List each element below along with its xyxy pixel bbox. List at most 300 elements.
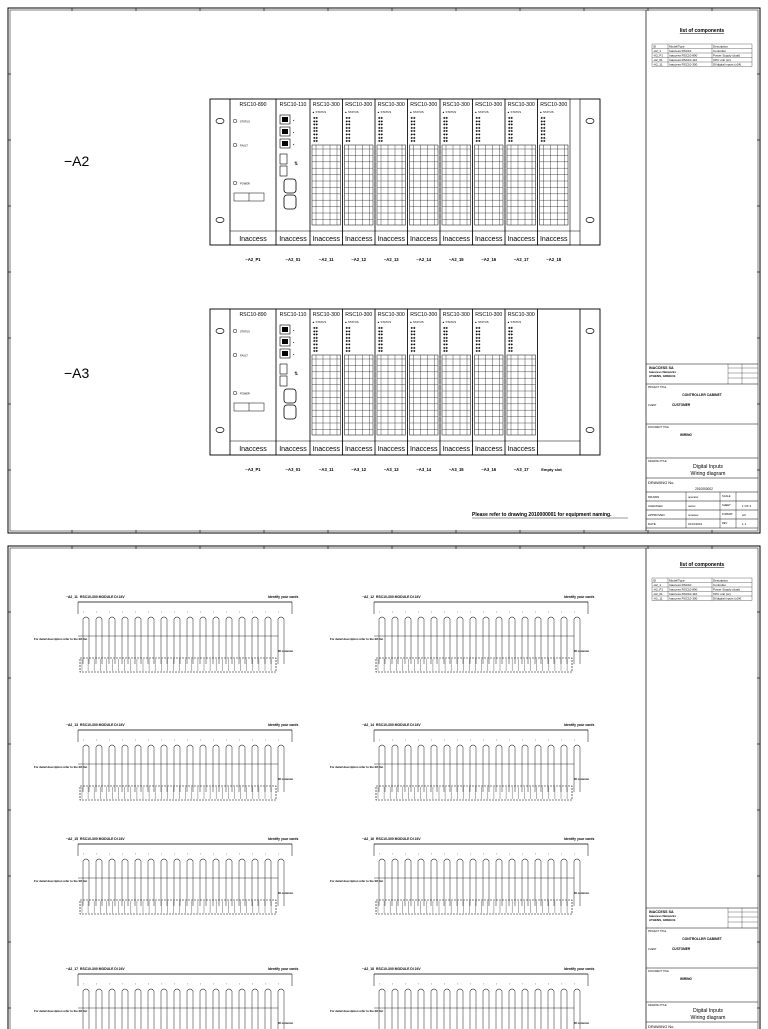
client-name: CUSTOMER: [672, 403, 691, 407]
svg-text:↑: ↑: [431, 982, 433, 986]
card-title: RSC10-300 MODULE DI 24V: [376, 595, 421, 599]
card-note: Identify your cards: [268, 967, 299, 971]
module-name: RSC10-300: [410, 312, 438, 318]
drawing-reference-note: Please refer to drawing 2010000001 for equipment naming.: [472, 512, 612, 518]
svg-text:↑: ↑: [574, 738, 576, 742]
svg-text:↑: ↑: [535, 610, 537, 614]
svg-text:▲ STATUS: ▲ STATUS: [507, 320, 522, 324]
company-line2: Inaccess Networks: [649, 370, 677, 374]
svg-text:▲ STATUS: ▲ STATUS: [474, 320, 489, 324]
empty-slot-tag: Empty slot: [541, 467, 562, 472]
project-title: CONTROLLER CABINET: [682, 393, 722, 397]
bom-cell: ID: [653, 578, 656, 583]
svg-text:↑: ↑: [148, 852, 150, 856]
svg-text:↑: ↑: [444, 610, 446, 614]
svg-text:✱✱: ✱✱: [410, 135, 416, 140]
svg-text:✱✱: ✱✱: [540, 119, 546, 124]
svg-text:↑: ↑: [574, 982, 576, 986]
svg-text:↑: ↑: [522, 982, 524, 986]
svg-text:✱✱: ✱✱: [508, 349, 514, 354]
svg-text:✱✱: ✱✱: [508, 345, 514, 350]
card-note: Identify your cards: [564, 967, 595, 971]
brand-label: Inaccess: [474, 446, 503, 453]
project-title-label: PROJECT TITLE: [648, 930, 667, 933]
document-title-label: DOCUMENT TITLE: [648, 426, 669, 429]
svg-text:↑: ↑: [548, 852, 550, 856]
svg-text:↑: ↑: [522, 610, 524, 614]
svg-text:↑: ↑: [418, 610, 420, 614]
svg-text:↑: ↑: [161, 738, 163, 742]
svg-text:↑: ↑: [431, 610, 433, 614]
bom-cell: Inaccess RSC10: [669, 49, 692, 54]
svg-text:✱✱: ✱✱: [313, 329, 319, 334]
bom-cell: Inaccess RSC10-300: [669, 596, 698, 601]
svg-text:↑: ↑: [213, 852, 215, 856]
io-list-note: For detail description refer to the I/O list: [34, 765, 88, 769]
svg-text:↑: ↑: [200, 738, 202, 742]
svg-text:↑: ↑: [122, 852, 124, 856]
svg-text:↑: ↑: [457, 738, 459, 742]
brand-label: Inaccess: [344, 446, 373, 453]
drawing-title-line2: Wiring diagram: [690, 471, 726, 477]
brand-label: Inaccess: [442, 236, 471, 243]
svg-text:✱✱: ✱✱: [508, 116, 514, 120]
svg-text:✱✱: ✱✱: [540, 139, 546, 144]
io-list-note: For detail description refer to the I/O list: [34, 879, 88, 883]
svg-text:✱✱: ✱✱: [443, 135, 449, 140]
svg-text:↑: ↑: [213, 738, 215, 742]
svg-text:✱✱: ✱✱: [540, 129, 546, 134]
svg-text:↑: ↑: [200, 852, 202, 856]
svg-text:✱✱: ✱✱: [378, 345, 384, 350]
brand-label: Inaccess: [279, 236, 307, 243]
svg-text:✱✱: ✱✱: [443, 122, 449, 127]
module-tag: −A2_13: [383, 257, 399, 262]
svg-text:✱✱: ✱✱: [475, 326, 481, 330]
svg-text:↑: ↑: [392, 982, 394, 986]
module-tag: −A3_P1: [245, 467, 261, 472]
svg-text:✱✱: ✱✱: [378, 349, 384, 354]
common-note: DI common: [278, 649, 294, 653]
svg-text:↑: ↑: [431, 852, 433, 856]
module-name: RSC10-300: [475, 312, 503, 318]
svg-text:↑: ↑: [561, 610, 563, 614]
terminal-card: [34, 595, 298, 672]
svg-text:✱✱: ✱✱: [345, 332, 351, 337]
bom-cell: CPU unit (cc): [713, 58, 731, 63]
tb-row-extra: A3: [742, 513, 746, 517]
svg-text:↑: ↑: [187, 852, 189, 856]
svg-text:✱✱: ✱✱: [410, 332, 416, 337]
svg-text:↑: ↑: [496, 610, 498, 614]
tb-row-value: owner: [688, 504, 696, 508]
bom-cell: CPU unit (cc): [713, 592, 731, 597]
svg-text:✱✱: ✱✱: [410, 339, 416, 344]
tb-row-label: APPROVED: [648, 513, 665, 517]
module-name: RSC10-300: [377, 102, 405, 108]
terminal-card: [34, 967, 298, 1029]
tb-row-extra: 1 OF 3: [742, 504, 752, 508]
svg-text:✱✱: ✱✱: [508, 326, 514, 330]
card-tag: −A2_12: [362, 595, 374, 599]
svg-text:↑: ↑: [405, 852, 407, 856]
svg-text:↑: ↑: [509, 982, 511, 986]
bom-cell: Power Supply (dual): [713, 53, 741, 58]
svg-text:✱✱: ✱✱: [508, 339, 514, 344]
bom-cell: DI/digital inputs (x24): [713, 596, 742, 601]
module-name: RSC10-300: [442, 312, 470, 318]
card-tag: −A2_14: [362, 723, 374, 727]
module-tag: −A2_01: [285, 257, 301, 262]
svg-text:↑: ↑: [561, 852, 563, 856]
module-tag: −A3_17: [513, 467, 529, 472]
bom-cell: Inaccess RSC10-110: [669, 592, 698, 597]
svg-text:↑: ↑: [109, 738, 111, 742]
svg-text:✱✱: ✱✱: [378, 119, 384, 124]
svg-text:↑: ↑: [278, 610, 280, 614]
bom-cell: Model/Type: [669, 44, 685, 49]
svg-text:↑: ↑: [574, 610, 576, 614]
svg-text:↑: ↑: [509, 852, 511, 856]
client-label: CLIENT: [648, 404, 657, 407]
tb-row-value: reviewer: [688, 513, 699, 517]
svg-text:↑: ↑: [161, 982, 163, 986]
bom-cell: Inaccess RSC10: [669, 583, 692, 588]
psu-led-label: FAULT: [240, 144, 248, 148]
svg-text:↑: ↑: [200, 982, 202, 986]
common-note: DI common: [574, 777, 590, 781]
bom-cell: Inaccess RSC10-890: [669, 587, 698, 592]
svg-text:↑: ↑: [278, 738, 280, 742]
brand-label: Inaccess: [409, 446, 438, 453]
terminal-card: [330, 595, 594, 672]
tb-row-key: REV: [722, 522, 728, 525]
svg-text:✱✱: ✱✱: [508, 132, 514, 137]
svg-text:✱✱: ✱✱: [313, 139, 319, 144]
svg-text:✱✱: ✱✱: [378, 326, 384, 330]
svg-text:●: ●: [293, 353, 295, 356]
svg-text:✱✱: ✱✱: [410, 129, 416, 134]
tb-row-key: FORMAT: [722, 513, 733, 516]
rack-a2: [210, 99, 600, 262]
svg-text:✱✱: ✱✱: [410, 335, 416, 340]
svg-text:↑: ↑: [483, 610, 485, 614]
svg-text:↑: ↑: [122, 738, 124, 742]
svg-text:↑: ↑: [226, 982, 228, 986]
svg-text:✱✱: ✱✱: [345, 335, 351, 340]
brand-label: Inaccess: [312, 236, 341, 243]
bom-cell: -A2_01: [653, 592, 663, 597]
common-note: DI common: [574, 891, 590, 895]
svg-text:↑: ↑: [379, 738, 381, 742]
bom-cell: Description: [713, 44, 729, 49]
svg-text:↑: ↑: [457, 610, 459, 614]
svg-text:✱✱: ✱✱: [313, 332, 319, 337]
svg-text:✱✱: ✱✱: [313, 125, 319, 130]
svg-text:↑: ↑: [200, 610, 202, 614]
svg-text:↑: ↑: [265, 852, 267, 856]
svg-text:↑: ↑: [135, 738, 137, 742]
svg-text:✱✱: ✱✱: [345, 132, 351, 137]
svg-text:↑: ↑: [83, 982, 85, 986]
svg-text:↑: ↑: [135, 610, 137, 614]
module-tag: −A3_12: [351, 467, 367, 472]
brand-label: Inaccess: [539, 236, 568, 243]
drawing-number-label: DRAWING No.: [648, 480, 675, 485]
svg-text:↑: ↑: [174, 852, 176, 856]
card-note: Identify your cards: [564, 595, 595, 599]
svg-text:✱✱: ✱✱: [378, 125, 384, 130]
svg-text:✱✱: ✱✱: [508, 129, 514, 134]
brand-label: Inaccess: [344, 236, 373, 243]
svg-text:✱✱: ✱✱: [508, 135, 514, 140]
svg-text:↑: ↑: [535, 852, 537, 856]
svg-text:✱✱: ✱✱: [443, 345, 449, 350]
svg-text:✱✱: ✱✱: [410, 326, 416, 330]
svg-text:✱✱: ✱✱: [313, 349, 319, 354]
module-name: RSC10-300: [442, 102, 470, 108]
svg-text:↑: ↑: [109, 610, 111, 614]
svg-text:✱✱: ✱✱: [410, 139, 416, 144]
svg-text:↑: ↑: [405, 610, 407, 614]
svg-text:✱✱: ✱✱: [378, 132, 384, 137]
svg-text:▲ STATUS: ▲ STATUS: [409, 110, 424, 114]
rack-a2-label: −A2: [64, 153, 90, 169]
svg-text:✱✱: ✱✱: [475, 329, 481, 334]
rack-a3: [210, 309, 600, 472]
svg-text:↑: ↑: [444, 982, 446, 986]
svg-text:●: ●: [293, 119, 295, 122]
svg-text:▲ STATUS: ▲ STATUS: [377, 110, 392, 114]
svg-text:✱✱: ✱✱: [443, 129, 449, 134]
svg-text:✱✱: ✱✱: [345, 116, 351, 120]
svg-text:↑: ↑: [548, 982, 550, 986]
common-note: DI common: [574, 649, 590, 653]
svg-text:↑: ↑: [109, 852, 111, 856]
psu-led-label: FAULT: [240, 354, 248, 358]
bom-cell: DI/digital inputs (x24): [713, 62, 742, 67]
svg-text:↑: ↑: [174, 982, 176, 986]
brand-label: Inaccess: [409, 236, 438, 243]
svg-text:↑: ↑: [470, 852, 472, 856]
bom-cell: Controller: [713, 49, 727, 54]
svg-text:⇅: ⇅: [294, 371, 299, 377]
svg-text:↑: ↑: [379, 852, 381, 856]
svg-text:✱✱: ✱✱: [345, 342, 351, 347]
svg-text:✱✱: ✱✱: [378, 122, 384, 127]
svg-text:↑: ↑: [96, 738, 98, 742]
bom-cell: -A2_11: [653, 596, 663, 601]
svg-text:✱✱: ✱✱: [443, 335, 449, 340]
svg-text:↑: ↑: [187, 982, 189, 986]
terminal-diagrams: [34, 595, 594, 1029]
title-block: [646, 364, 758, 528]
svg-text:✱✱: ✱✱: [313, 119, 319, 124]
svg-text:✱✱: ✱✱: [475, 345, 481, 350]
bom-cell: Description: [713, 578, 729, 583]
svg-text:↑: ↑: [252, 738, 254, 742]
svg-text:✱✱: ✱✱: [345, 119, 351, 124]
company-name: INACCESS SA: [649, 366, 674, 370]
card-title: RSC10-300 MODULE DI 24V: [376, 967, 421, 971]
svg-text:✱✱: ✱✱: [508, 332, 514, 337]
io-list-note: For detail description refer to the I/O list: [330, 1009, 384, 1013]
company-address: ATHENS, GREECE: [649, 374, 676, 378]
svg-text:↑: ↑: [405, 982, 407, 986]
svg-text:↑: ↑: [379, 982, 381, 986]
document-title-label: DOCUMENT TITLE: [648, 970, 669, 973]
svg-text:↑: ↑: [470, 610, 472, 614]
module-tag: −A2_15: [448, 257, 464, 262]
svg-text:✱✱: ✱✱: [475, 332, 481, 337]
svg-text:✱✱: ✱✱: [345, 339, 351, 344]
svg-text:✱✱: ✱✱: [443, 326, 449, 330]
io-list-note: For detail description refer to the I/O list: [330, 879, 384, 883]
bom-cell: Inaccess RSC10-110: [669, 58, 698, 63]
svg-text:✱✱: ✱✱: [540, 135, 546, 140]
svg-text:▲ STATUS: ▲ STATUS: [344, 320, 359, 324]
svg-text:▲ STATUS: ▲ STATUS: [377, 320, 392, 324]
module-name: RSC10-110: [279, 102, 307, 108]
module-tag: −A2_18: [546, 257, 562, 262]
svg-text:↑: ↑: [109, 982, 111, 986]
drawing-title-line1: Digital Inputs: [693, 1008, 723, 1014]
common-note: DI common: [278, 891, 294, 895]
svg-text:✱✱: ✱✱: [378, 332, 384, 337]
svg-text:✱✱: ✱✱: [410, 349, 416, 354]
client-label: CLIENT: [648, 948, 657, 951]
svg-text:↑: ↑: [548, 738, 550, 742]
svg-text:✱✱: ✱✱: [378, 329, 384, 334]
svg-text:✱✱: ✱✱: [345, 139, 351, 144]
svg-text:▲ STATUS: ▲ STATUS: [474, 110, 489, 114]
svg-text:✱✱: ✱✱: [410, 329, 416, 334]
svg-text:✱✱: ✱✱: [508, 139, 514, 144]
svg-text:✱✱: ✱✱: [313, 339, 319, 344]
bom-cell: Controller: [713, 583, 727, 588]
bom-cell: -A2_1: [653, 583, 662, 588]
svg-text:✱✱: ✱✱: [443, 139, 449, 144]
svg-text:✱✱: ✱✱: [508, 329, 514, 334]
svg-text:↑: ↑: [239, 610, 241, 614]
svg-text:↑: ↑: [239, 738, 241, 742]
drawing-title-label: DRAWING TITLE: [648, 1004, 667, 1007]
svg-text:↑: ↑: [535, 738, 537, 742]
svg-text:✱✱: ✱✱: [378, 339, 384, 344]
svg-text:↑: ↑: [122, 982, 124, 986]
module-tag: −A3_15: [448, 467, 464, 472]
svg-text:↑: ↑: [483, 852, 485, 856]
module-name: RSC10-300: [312, 102, 340, 108]
svg-text:↑: ↑: [96, 982, 98, 986]
svg-text:✱✱: ✱✱: [540, 122, 546, 127]
drawing-title-line1: Digital Inputs: [693, 464, 723, 470]
svg-text:⇅: ⇅: [294, 161, 299, 167]
card-title: RSC10-300 MODULE DI 24V: [376, 723, 421, 727]
module-tag: −A2_16: [481, 257, 497, 262]
svg-text:✱✱: ✱✱: [475, 335, 481, 340]
svg-text:▲ STATUS: ▲ STATUS: [507, 110, 522, 114]
card-title: RSC10-300 MODULE DI 24V: [376, 837, 421, 841]
svg-text:↑: ↑: [96, 852, 98, 856]
svg-text:✱✱: ✱✱: [540, 116, 546, 120]
card-title: RSC10-300 MODULE DI 24V: [80, 723, 125, 727]
company-name: INACCESS SA: [649, 910, 674, 914]
svg-text:✱✱: ✱✱: [475, 349, 481, 354]
svg-text:✱✱: ✱✱: [313, 342, 319, 347]
svg-text:✱✱: ✱✱: [378, 139, 384, 144]
title-block-sheet-2: [646, 908, 758, 1029]
svg-text:↑: ↑: [265, 738, 267, 742]
svg-text:↑: ↑: [226, 610, 228, 614]
bill-of-components: [652, 28, 752, 67]
card-tag: −A2_18: [362, 967, 374, 971]
svg-text:↑: ↑: [226, 738, 228, 742]
svg-text:✱✱: ✱✱: [475, 139, 481, 144]
module-tag: −A3_16: [481, 467, 497, 472]
project-title-label: PROJECT TITLE: [648, 386, 667, 389]
svg-text:✱✱: ✱✱: [475, 119, 481, 124]
card-note: Identify your cards: [564, 723, 595, 727]
io-list-note: For detail description refer to the I/O list: [330, 765, 384, 769]
drawing-number-label: DRAWING No.: [648, 1024, 675, 1029]
svg-text:↑: ↑: [457, 982, 459, 986]
svg-text:↑: ↑: [278, 852, 280, 856]
svg-text:↑: ↑: [457, 852, 459, 856]
client-name: CUSTOMER: [672, 947, 691, 951]
svg-text:↑: ↑: [522, 738, 524, 742]
svg-text:✱✱: ✱✱: [378, 116, 384, 120]
svg-text:✱✱: ✱✱: [410, 125, 416, 130]
svg-text:↑: ↑: [522, 852, 524, 856]
svg-text:↑: ↑: [392, 852, 394, 856]
svg-text:●: ●: [293, 329, 295, 332]
rack-a3-label: −A3: [64, 365, 90, 381]
card-tag: −A2_15: [66, 837, 78, 841]
svg-text:↑: ↑: [252, 852, 254, 856]
card-note: Identify your cards: [268, 723, 299, 727]
bom-cell: -A2_P1: [653, 53, 664, 58]
svg-text:✱✱: ✱✱: [313, 326, 319, 330]
svg-text:✱✱: ✱✱: [475, 125, 481, 130]
svg-text:✱✱: ✱✱: [508, 335, 514, 340]
svg-text:↑: ↑: [135, 852, 137, 856]
drawing-title-label: DRAWING TITLE: [648, 460, 667, 463]
svg-text:↑: ↑: [561, 982, 563, 986]
svg-text:↑: ↑: [496, 852, 498, 856]
svg-text:✱✱: ✱✱: [540, 132, 546, 137]
svg-text:↑: ↑: [483, 982, 485, 986]
svg-text:↑: ↑: [213, 610, 215, 614]
card-title: RSC10-300 MODULE DI 24V: [80, 837, 125, 841]
svg-text:↑: ↑: [574, 852, 576, 856]
svg-text:▲ STATUS: ▲ STATUS: [344, 110, 359, 114]
module-tag: −A2_P1: [245, 257, 261, 262]
svg-text:✱✱: ✱✱: [443, 349, 449, 354]
svg-text:▲ STATUS: ▲ STATUS: [312, 110, 327, 114]
svg-text:✱✱: ✱✱: [345, 129, 351, 134]
terminal-card: [330, 837, 594, 914]
svg-text:↑: ↑: [187, 738, 189, 742]
svg-text:✱✱: ✱✱: [313, 129, 319, 134]
svg-text:✱✱: ✱✱: [345, 135, 351, 140]
svg-text:✱✱: ✱✱: [508, 122, 514, 127]
brand-label: Inaccess: [507, 446, 536, 453]
brand-label: Inaccess: [377, 236, 406, 243]
svg-text:↑: ↑: [444, 852, 446, 856]
svg-text:↑: ↑: [96, 610, 98, 614]
svg-text:↑: ↑: [470, 982, 472, 986]
